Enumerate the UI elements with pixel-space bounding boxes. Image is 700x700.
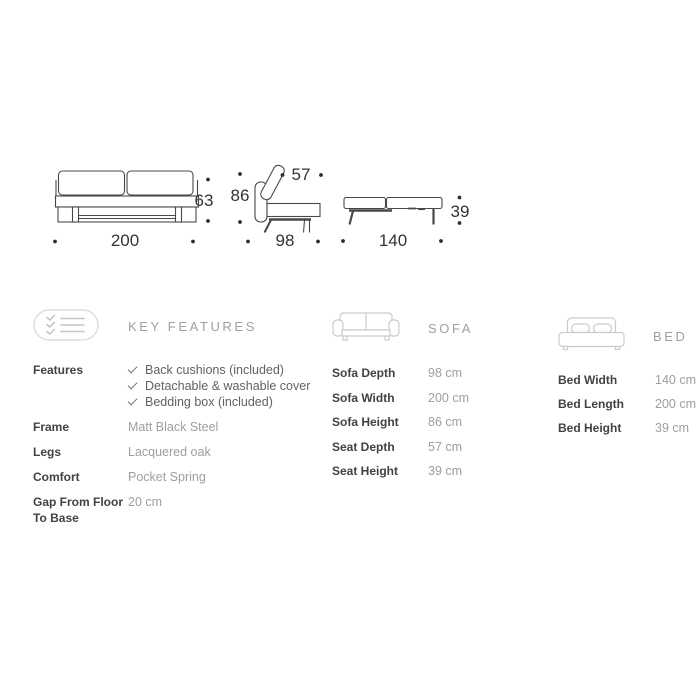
dim-sofa-base-height: 63 (194, 191, 214, 210)
bed-flat-view-drawing (344, 198, 442, 225)
bed-heading: BED (653, 329, 688, 344)
checklist-icon (33, 309, 99, 341)
check-icon (128, 380, 138, 390)
dim-bed-height: 39 (450, 202, 470, 221)
dimension-diagrams (0, 0, 700, 270)
feature-item: Bedding box (included) (128, 394, 310, 410)
sofa-header (332, 312, 400, 343)
sofa-front-view-drawing (56, 171, 199, 222)
key-features-header (33, 309, 99, 341)
bed-header (558, 317, 625, 351)
bed-icon (558, 317, 625, 351)
bed-column: BED Bed Width 140 cm Bed Length 200 cm Bed Height 39 cm (558, 316, 698, 456)
feature-list (128, 362, 310, 410)
sofa-icon (332, 312, 400, 343)
feature-item: Back cushions (included) (128, 362, 310, 378)
sofa-heading: SOFA (428, 321, 474, 336)
dim-sofa-depth: 98 (275, 231, 295, 250)
dim-sofa-height: 86 (230, 186, 250, 205)
key-features-heading: KEY FEATURES (128, 319, 257, 334)
dim-seat-depth: 57 (291, 165, 311, 184)
dim-bed-width: 140 (378, 231, 408, 250)
feature-item: Detachable & washable cover (128, 378, 310, 394)
dim-sofa-width: 200 (110, 231, 140, 250)
sofa-column: SOFA Sofa Depth 98 cm Sofa Width 200 cm Sofa Height 86 cm Seat Depth 57 cm Seat Height 39 cm (332, 312, 502, 492)
key-features-column: KEY FEATURES Features Back cushions (included) Detachable & washable cover Bedding box (included) Frame Matt Black Steel Legs Lacquered oak Comfort Pocket Spring Gap From Floor To Base 20 cm (33, 309, 303, 549)
check-icon (128, 364, 138, 374)
check-icon (128, 396, 138, 406)
features-label: Features (33, 363, 84, 377)
